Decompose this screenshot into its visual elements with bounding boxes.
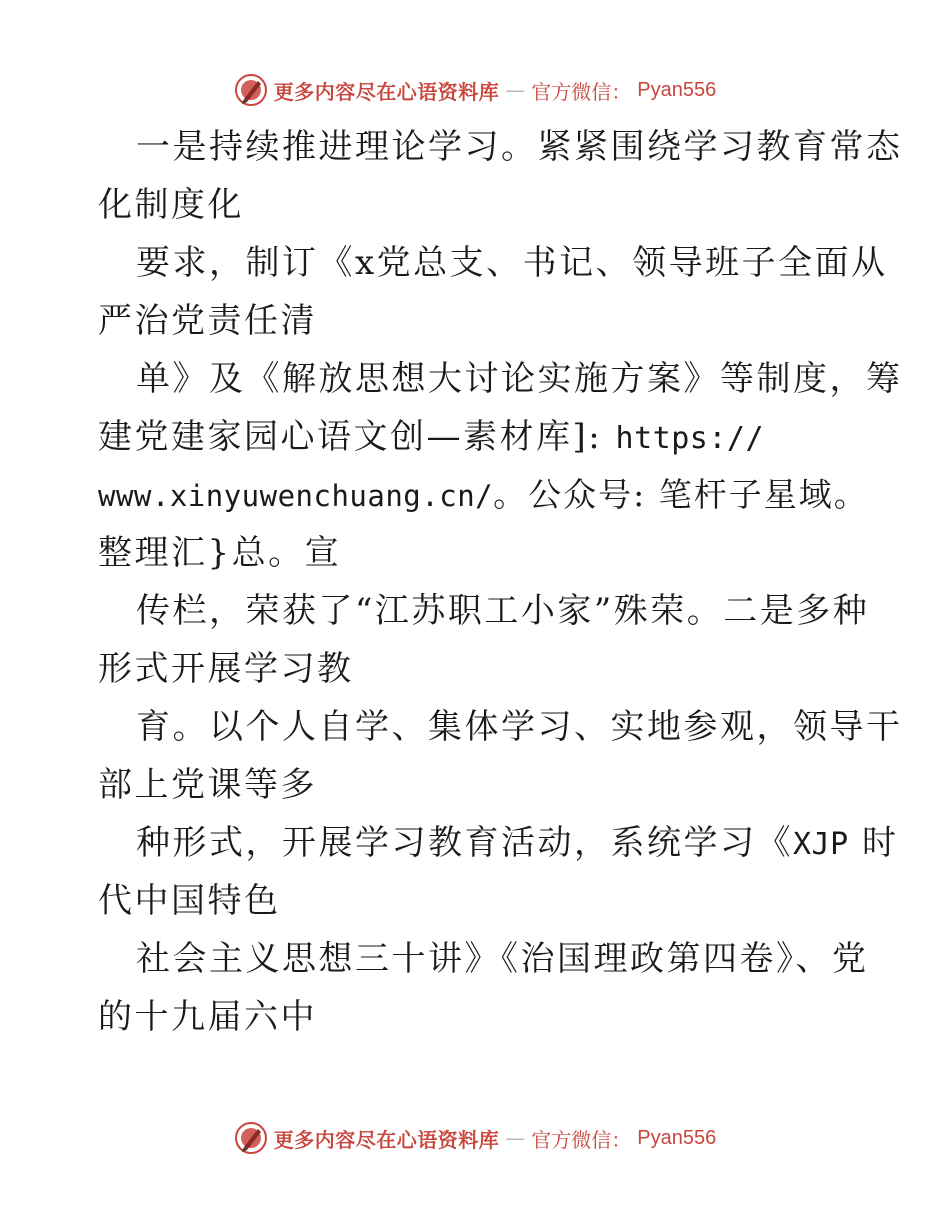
header-banner-text: 更多内容尽在心语资料库 bbox=[273, 79, 500, 104]
url-prefix-text: https:// bbox=[615, 421, 765, 456]
footer-wechat-label: 官方微信： bbox=[531, 1127, 632, 1152]
header-wechat-id: Pyan556 bbox=[637, 78, 717, 101]
paragraph-text: 时 bbox=[848, 823, 899, 863]
paragraph-line: 部上党课等多 bbox=[98, 765, 317, 805]
paragraph-line bbox=[98, 466, 869, 524]
header-banner-separator: — bbox=[505, 78, 526, 102]
document-body bbox=[98, 118, 903, 1046]
paragraph-text: 种形式，开展学习教育活动，系统学习《 bbox=[136, 823, 793, 863]
footer-wechat-id: Pyan556 bbox=[637, 1126, 717, 1149]
pen-logo-icon bbox=[234, 73, 268, 107]
paragraph-line: 一是持续推进理论学习。紧紧围绕学习教育常态 bbox=[136, 127, 903, 167]
paragraph-line: 代中国特色 bbox=[98, 881, 281, 921]
paragraph-line: 形式开展学习教 bbox=[98, 649, 354, 689]
footer-banner-content bbox=[234, 1121, 716, 1155]
website-url-text: www.xinyuwenchuang.cn/ bbox=[98, 479, 494, 513]
paragraph-line: 传栏，荣获了“江苏职工小家”殊荣。二是多种 bbox=[136, 591, 870, 631]
paragraph-line: 育。以个人自学、集体学习、实地参观，领导干 bbox=[136, 707, 903, 747]
paragraph-line: 的十九届六中 bbox=[98, 997, 317, 1037]
paragraph-line: 单》及《解放思想大讨论实施方案》等制度，筹 bbox=[136, 359, 903, 399]
paragraph-line: 要求，制订《x党总支、书记、领导班子全面从 bbox=[136, 243, 888, 283]
footer-banner-text: 更多内容尽在心语资料库 bbox=[273, 1127, 500, 1152]
footer-banner bbox=[0, 1118, 950, 1158]
paragraph-line bbox=[98, 814, 899, 872]
paragraph-text: 建党建家园心语文创—素材库]: bbox=[98, 417, 616, 457]
paragraph-line: 严治党责任清 bbox=[98, 301, 317, 341]
header-banner bbox=[0, 70, 950, 110]
abbreviation-text: XJP bbox=[793, 827, 849, 862]
header-banner-content bbox=[234, 73, 716, 107]
paragraph-line: 社会主义思想三十讲》《治国理政第四卷》、党 bbox=[136, 939, 869, 979]
paragraph-line: 化制度化 bbox=[98, 185, 244, 225]
header-wechat-label: 官方微信： bbox=[531, 79, 632, 104]
paragraph-text: 。公众号: 笔杆子星域。 bbox=[493, 475, 869, 514]
pen-logo-icon bbox=[234, 1121, 268, 1155]
paragraph-line: 整理汇}总。宣 bbox=[98, 533, 342, 573]
paragraph-line bbox=[98, 408, 858, 466]
footer-banner-separator: — bbox=[505, 1126, 526, 1150]
